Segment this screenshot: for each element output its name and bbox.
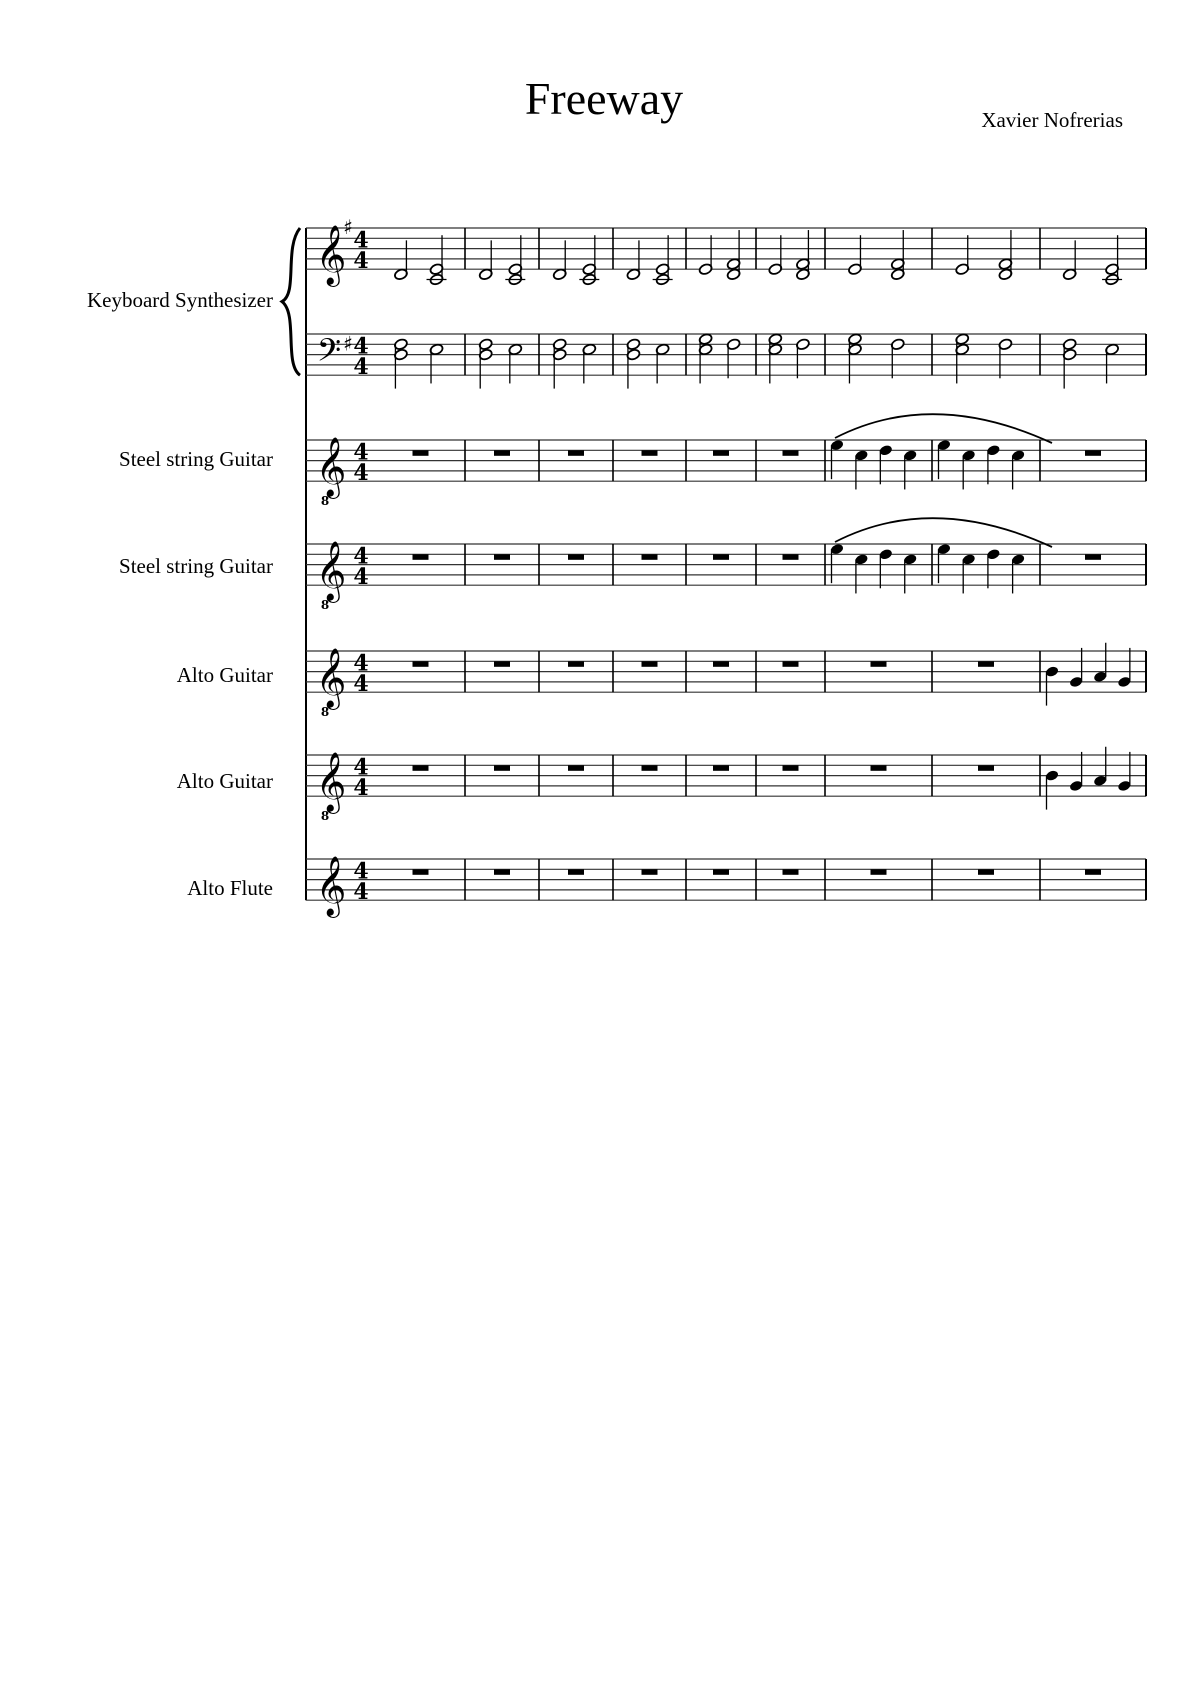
whole-rest-icon [871,661,887,667]
treble-clef-icon: 𝄞 [315,225,347,286]
staff-steel-guitar-2 [306,541,1146,612]
whole-rest-icon [568,554,584,560]
whole-rest-icon [568,869,584,875]
whole-rest-icon [1085,869,1101,875]
time-signature-bottom: 4 [353,248,369,275]
octave-8-marking: 8 [320,494,330,509]
time-signature-bottom: 4 [353,879,369,906]
bass-clef-icon: 𝄢 [316,331,342,376]
slur-2 [835,518,1052,547]
whole-rest-icon [642,554,658,560]
time-signature-top: 4 [353,227,369,254]
staff-steel-guitar-1 [306,437,1146,508]
whole-rest-icon [1085,554,1101,560]
whole-rest-icon [713,661,729,667]
sharp-icon: ♯ [343,215,353,239]
whole-rest-icon [783,869,799,875]
whole-rest-icon [713,554,729,560]
whole-rest-icon [494,661,510,667]
instrument-label-steel-guitar-1: Steel string Guitar [119,447,273,471]
octave-8-marking: 8 [320,705,330,720]
whole-rest-icon [494,450,510,456]
instrument-label-alto-flute: Alto Flute [187,876,273,900]
time-signature-top: 4 [353,333,369,360]
whole-rest-icon [1085,450,1101,456]
instrument-label-keyboard: Keyboard Synthesizer [86,288,273,312]
instrument-label-steel-guitar-2: Steel string Guitar [119,554,273,578]
whole-rest-icon [783,554,799,560]
brace-icon [282,228,300,375]
time-signature-top: 4 [353,543,369,570]
whole-rest-icon [568,765,584,771]
treble-clef-icon: 𝄞 [315,752,347,813]
slur-1 [835,414,1052,443]
whole-rest-icon [642,869,658,875]
time-signature-bottom: 4 [353,460,369,487]
staff-keyboard-bass [306,331,1146,388]
time-signature-bottom: 4 [353,354,369,381]
time-signature-top: 4 [353,650,369,677]
time-signature-bottom: 4 [353,775,369,802]
whole-rest-icon [568,450,584,456]
composer-name: Xavier Nofrerias [981,108,1123,132]
whole-rest-icon [494,554,510,560]
whole-rest-icon [413,869,429,875]
whole-rest-icon [783,450,799,456]
score-title: Freeway [524,73,684,124]
treble-clef-icon: 𝄞 [315,648,347,709]
whole-rest-icon [713,869,729,875]
sharp-icon: ♯ [343,331,353,356]
whole-rest-icon [642,765,658,771]
whole-rest-icon [978,661,994,667]
time-signature-top: 4 [353,858,369,885]
staff-keyboard-treble [306,215,1146,287]
whole-rest-icon [978,765,994,771]
whole-rest-icon [413,765,429,771]
whole-rest-icon [978,869,994,875]
whole-rest-icon [642,661,658,667]
time-signature-bottom: 4 [353,671,369,698]
whole-rest-icon [413,554,429,560]
whole-rest-icon [783,765,799,771]
whole-rest-icon [413,661,429,667]
whole-rest-icon [713,450,729,456]
time-signature-bottom: 4 [353,564,369,591]
staff-alto-guitar-1 [306,643,1146,719]
time-signature-top: 4 [353,754,369,781]
octave-8-marking: 8 [320,598,330,613]
whole-rest-icon [783,661,799,667]
instrument-label-alto-guitar-2: Alto Guitar [176,769,273,793]
whole-rest-icon [642,450,658,456]
whole-rest-icon [871,765,887,771]
instrument-label-alto-guitar-1: Alto Guitar [176,663,273,687]
staff-alto-guitar-2 [306,747,1146,823]
whole-rest-icon [568,661,584,667]
whole-rest-icon [713,765,729,771]
whole-rest-icon [871,869,887,875]
whole-rest-icon [494,869,510,875]
staff-alto-flute [306,856,1146,918]
whole-rest-icon [413,450,429,456]
treble-clef-icon: 𝄞 [315,856,347,917]
treble-clef-icon: 𝄞 [315,437,347,498]
time-signature-top: 4 [353,439,369,466]
whole-rest-icon [494,765,510,771]
treble-clef-icon: 𝄞 [315,541,347,602]
octave-8-marking: 8 [320,809,330,824]
